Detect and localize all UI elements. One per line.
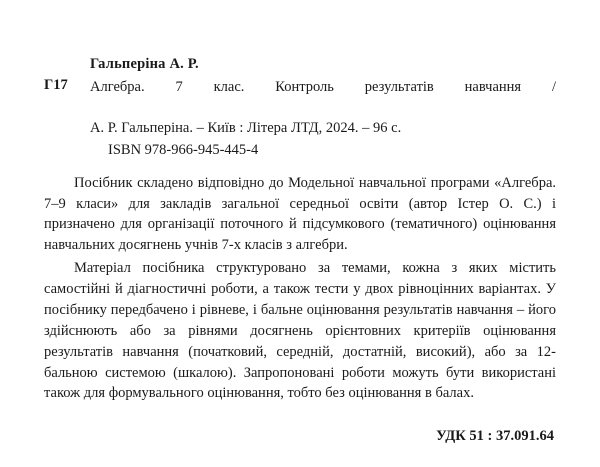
- cip-line-2: А. Р. Гальперіна. – Київ : Літера ЛТД, 2024. – 96 с.: [90, 120, 402, 137]
- shelf-code: Г17: [44, 77, 68, 93]
- cip-block: [44, 77, 556, 139]
- cip-description: [90, 77, 556, 139]
- isbn-number: ISBN 978-966-945-445-4: [108, 141, 259, 158]
- annotation-paragraph: Матеріал посібника структуровано за темами, кожна з яких містить самостійні й діагностичні роботи, а також тести у двох рівноцінних варіантах. У посібнику передбачено і рівневе, і бальне оцінювання результатів навчання – його здійснюють або за рівнями досягнень орієнтовних критеріїв оцінювання результатів навчання (початковий, середній, достатній, високий), або за 12-бальною системою (шкалою). Запропоновані роботи можуть бути використані також для формувального оцінювання, тобто без оцінювання в балах.: [44, 260, 556, 402]
- annotation-paragraph: Посібник складено відповідно до Модельної навчальної програми «Алгебра. 7–9 класи» для закладів загальної середньої освіти (автор Істер О. С.) і призначено для організації поточного й підсумкового (тематичного) оцінювання навчальних досягнень учнів 7-х класів з алгебри.: [44, 174, 556, 254]
- cip-line-1: Алгебра. 7 клас. Контроль результатів навчання /: [90, 79, 556, 95]
- annotation-text: [44, 173, 556, 405]
- udc-code: УДК 51 : 37.091.64: [436, 428, 554, 445]
- author-heading: Гальперіна А. Р.: [90, 56, 199, 72]
